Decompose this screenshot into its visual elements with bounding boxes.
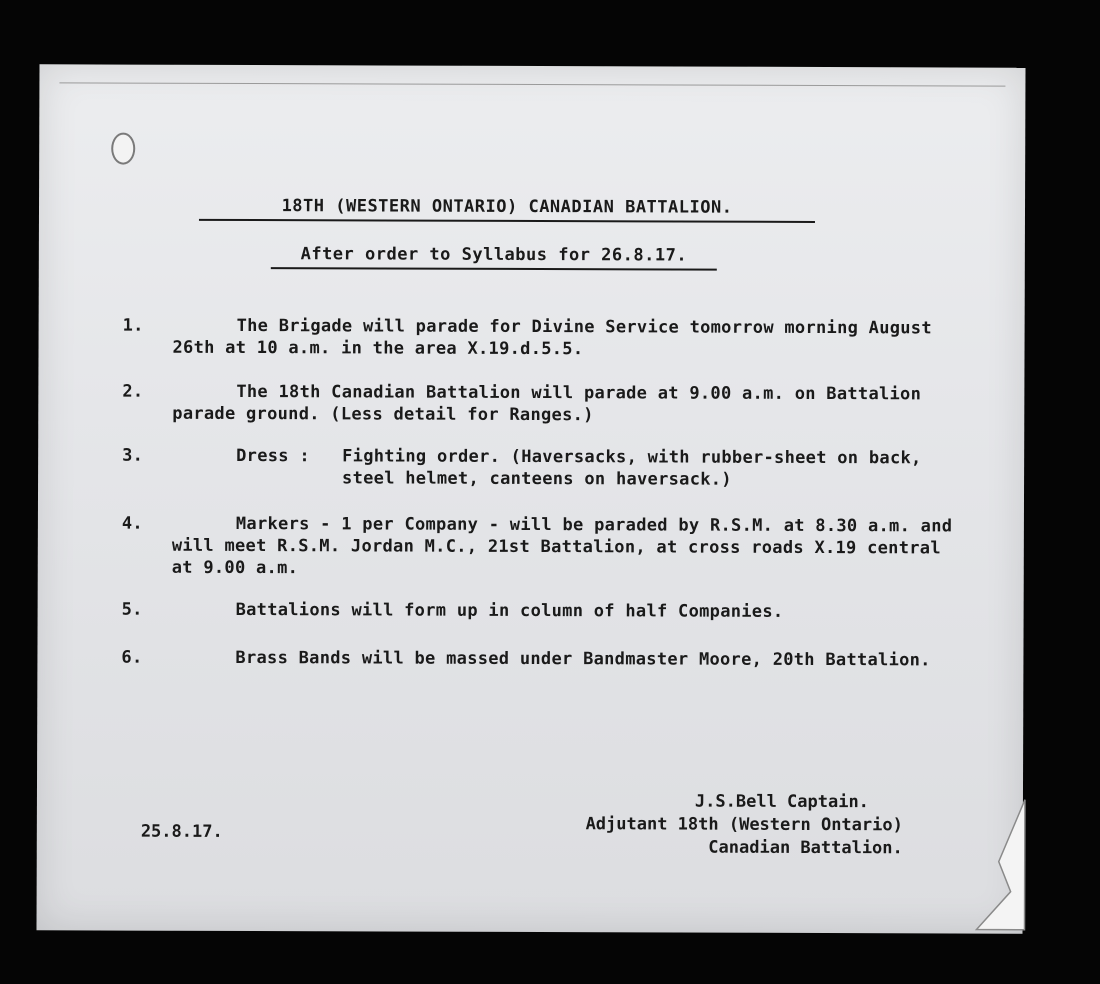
item-number: 6. [121, 647, 143, 668]
item-body [172, 445, 962, 490]
item-text: Markers - 1 per Company - will be paraded by R.S.M. at 8.30 a.m. and will meet R.S.M. Jordan M.C., 21st Battalion, at cross roads X.19 central at 9.00 a.m. [171, 513, 953, 579]
top-rule [59, 82, 1005, 86]
order-item-3 [122, 445, 962, 494]
document-page [36, 64, 1025, 933]
item-text: The 18th Canadian Battalion will parade at 9.00 a.m. on Battalion parade ground. (Less detail for Ranges.) [172, 381, 922, 426]
order-item-4 [122, 513, 962, 584]
item-number: 3. [122, 445, 144, 466]
order-item-6 [121, 647, 961, 696]
item-text: The Brigade will parade for Divine Service tomorrow morning August 26th at 10 a.m. in the area X.19.d.5.5. [172, 315, 932, 360]
order-item-5 [122, 599, 962, 626]
item-number: 1. [122, 315, 144, 336]
document-subtitle: After order to Syllabus for 26.8.17. [271, 244, 717, 271]
item-text: Brass Bands will be massed under Bandmaster Moore, 20th Battalion. [235, 647, 931, 671]
order-item-2 [122, 381, 962, 430]
signature-block [585, 790, 903, 860]
signature-unit: Canadian Battalion. [708, 837, 903, 859]
document-title: 18TH (WESTERN ONTARIO) CANADIAN BATTALION. [199, 196, 815, 223]
folded-corner [906, 779, 1027, 939]
item-text: Fighting order. (Haversacks, with rubber-sheet on back, steel helmet, canteens on haversack.) [342, 446, 922, 490]
signature-name: J.S.Bell Captain. [694, 791, 869, 813]
item-text: Battalions will form up in column of half Companies. [235, 599, 784, 622]
signature-title: Adjutant 18th (Western Ontario) [585, 814, 903, 836]
dress-label: Dress : [236, 445, 310, 467]
punch-hole [111, 133, 135, 165]
order-item-1 [122, 315, 962, 364]
item-number: 4. [121, 513, 144, 534]
item-number: 5. [121, 599, 143, 620]
item-number: 2. [122, 381, 144, 402]
document-date: 25.8.17. [140, 821, 223, 842]
